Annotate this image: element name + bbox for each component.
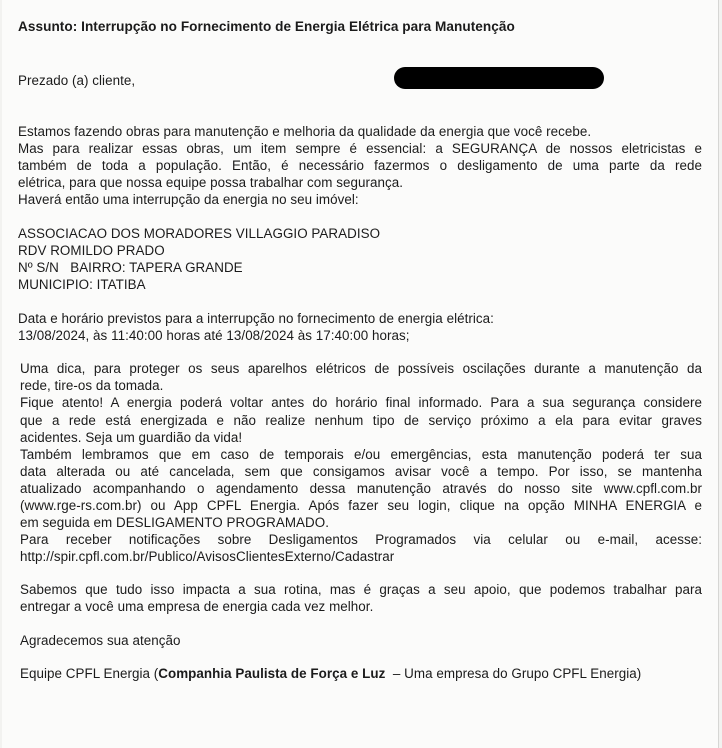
tip-link: http://spir.cpfl.com.br/Publico/AvisosClientesExterno/Cadastrar [20, 549, 395, 564]
intro-line: Haverá então uma interrupção da energia no seu imóvel: [18, 192, 359, 207]
tip-line: rede, tire-os da tomada. [20, 378, 164, 393]
intro-line: também de toda a população. Então, é necessário fazermos o desligamento de uma parte da rede [18, 158, 702, 173]
tip-line: que a rede está energizada e não realize nenhum tipo de serviço próximo a ela para evitar graves [20, 413, 702, 428]
signature-line [20, 666, 641, 681]
schedule-line: 13/08/2024, às 11:40:00 horas até 13/08/2024 às 17:40:00 horas; [18, 328, 410, 343]
address-line: RDV ROMILDO PRADO [18, 243, 165, 258]
address-line: Nº S/N BAIRRO: TAPERA GRANDE [18, 260, 243, 275]
tip-line: Uma dica, para proteger os seus aparelhos elétricos de possíveis oscilações durante a manutenção da [20, 361, 702, 376]
redacted-name [394, 67, 604, 89]
signature-company: Companhia Paulista de Força e Luz [158, 666, 386, 681]
closing-line: entregar a você uma empresa de energia cada vez melhor. [20, 599, 374, 614]
intro-line: Mas para realizar essas obras, um item sempre é essencial: a SEGURANÇA de nossos eletricistas e [18, 141, 702, 156]
intro-line: Estamos fazendo obras para manutenção e melhoria da qualidade da energia que você recebe. [18, 124, 592, 139]
tip-line: acidentes. Seja um guardião da vida! [20, 430, 243, 445]
thanks-line: Agradecemos sua atenção [20, 633, 181, 648]
tip-line: em seguida em DESLIGAMENTO PROGRAMADO. [20, 515, 329, 530]
letter-page [2, 0, 719, 748]
tip-line: (www.rge-rs.com.br) ou App CPFL Energia. Após fazer seu login, clique na opção MINHA ENERGIA e [20, 498, 702, 513]
signature-prefix: Equipe CPFL Energia ( [20, 666, 159, 681]
schedule-line: Data e horário previstos para a interrupção no fornecimento de energia elétrica: [18, 311, 494, 326]
tip-line: atualizado acompanhando o agendamento dessa manutenção através do nosso site www.cpfl.com.br [20, 481, 702, 496]
tip-line: Fique atento! A energia poderá voltar antes do horário final informado. Para a sua segurança considere [20, 395, 702, 410]
address-line: MUNICIPIO: ITATIBA [18, 277, 146, 292]
tip-line: data alterada ou até cancelada, sem que consigamos avisar você a tempo. Por isso, se mantenha [20, 464, 702, 479]
signature-suffix: – Uma empresa do Grupo CPFL Energia) [385, 666, 642, 681]
tip-line: Para receber notificações sobre Desligamentos Programados via celular ou e-mail, acesse: [20, 532, 702, 547]
tip-line: Também lembramos que em caso de temporais e/ou emergências, esta manutenção poderá ter sua [20, 447, 702, 462]
closing-line: Sabemos que tudo isso impacta a sua rotina, mas é graças a seu apoio, que podemos trabalhar para [20, 582, 702, 597]
intro-line: elétrica, para que nossa equipe possa trabalhar com segurança. [18, 175, 403, 190]
subject-line: Assunto: Interrupção no Fornecimento de Energia Elétrica para Manutenção [18, 19, 515, 34]
greeting: Prezado (a) cliente, [18, 73, 136, 88]
address-line: ASSOCIACAO DOS MORADORES VILLAGGIO PARADISO [18, 226, 381, 241]
